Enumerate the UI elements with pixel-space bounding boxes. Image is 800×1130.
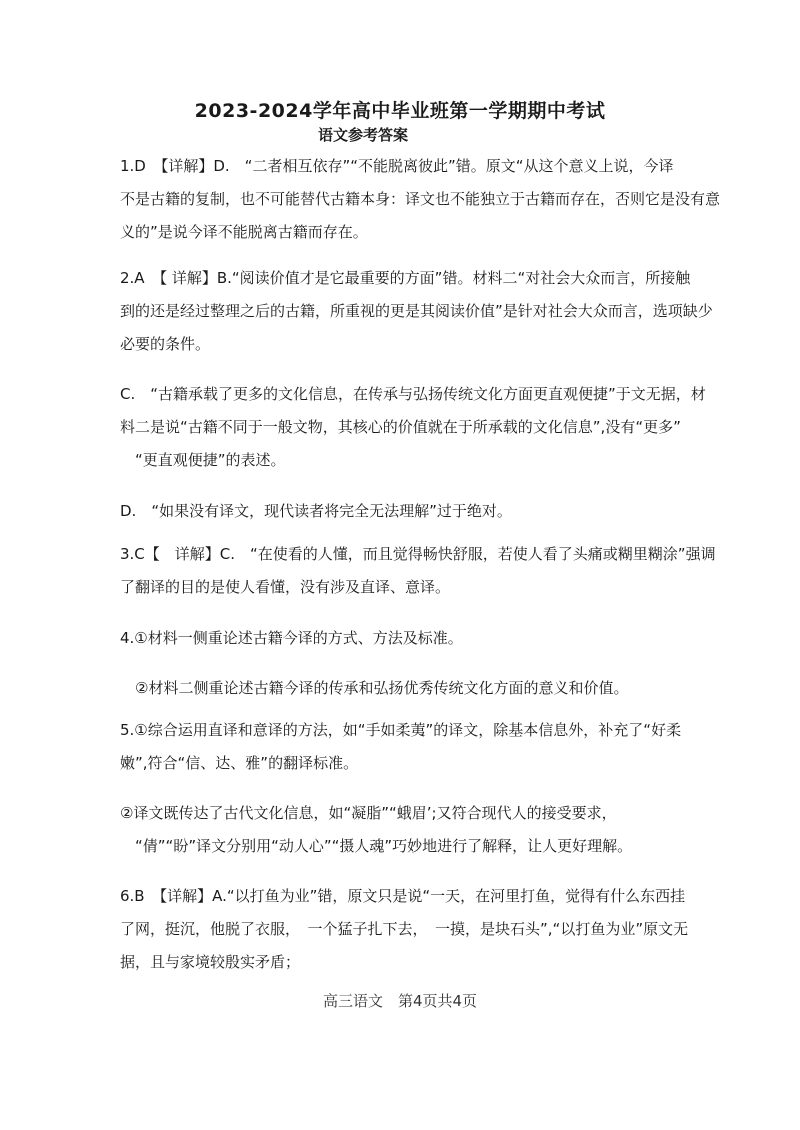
answer-line: D. “如果没有译文，现代读者将完全无法理解”过于绝对。 — [120, 502, 512, 520]
answer-line: 了翻译的目的是使人看懂，没有涉及直译、意译。 — [120, 578, 451, 596]
answer-line: C. “古籍承载了更多的文化信息，在传承与弘扬传统文化方面更直观便捷”于文无据，材 — [120, 385, 706, 403]
answer-line: ②译文既传达了古代文化信息，如“凝脂”“蛾眉’;又符合现代人的接受要求， — [120, 804, 617, 822]
answer-line: 6.B 【详解】A.“以打鱼为业”错，原文只是说“一天，在河里打鱼，觉得有什么东西挂 — [120, 887, 686, 905]
answer-line: 5.①综合运用直译和意译的方法，如“手如柔荑”的译文，除基本信息外，补充了“好柔 — [120, 721, 682, 739]
answer-line: 4.①材料一侧重论述古籍今译的方式、方法及标准。 — [120, 629, 463, 647]
answer-line: ②材料二侧重论述古籍今译的传承和弘扬优秀传统文化方面的意义和价值。 — [120, 679, 629, 697]
answer-line: 3.C【 详解】C. “在使看的人懂，而且觉得畅快舒服，若使人看了头痛或糊里糊涂”强调 — [120, 545, 716, 563]
answer-line: 到的还是经过整理之后的古籍，所重视的更是其阅读价值”是针对社会大众而言，选项缺少 — [120, 302, 713, 320]
answer-line: 了网，挺沉，他脱了衣服， 一个猛子扎下去， 一摸，是块石头”,“以打鱼为业”原文无 — [120, 920, 689, 938]
answer-q2-option-d — [120, 495, 690, 528]
answer-line: 1.D 【详解】D. “二者相互依存”“不能脱离彼此”错。原文“从这个意义上说，今译 — [120, 157, 674, 175]
answer-q4-part2 — [120, 672, 690, 705]
answer-line: 必要的条件。 — [120, 335, 211, 353]
answer-line: 不是古籍的复制，也不可能替代古籍本身：译文也不能独立于古籍而存在，否则它是没有意 — [120, 190, 721, 208]
answer-q5-part1 — [120, 714, 690, 780]
answer-line: “倩”“盼”译文分别用“动人心”“摄人魂”巧妙地进行了解释，让人更好理解。 — [120, 837, 633, 855]
answer-q2 — [120, 262, 713, 361]
page-title: 2023-2024学年高中毕业班第一学期期中考试 — [194, 100, 606, 122]
answer-q3 — [120, 538, 716, 604]
answer-q6 — [120, 880, 690, 979]
answer-q1 — [120, 150, 721, 249]
answer-line: 嫩”,符合“信、达、雅”的翻译标准。 — [120, 754, 359, 772]
answer-q2-option-c — [120, 378, 706, 477]
answer-line: 2.A 【 详解】B.“阅读价值才是它最重要的方面”错。材料二“对社会大众而言，所接触 — [120, 269, 691, 287]
page-footer: 高三语文 第4页共4页 — [322, 992, 478, 1010]
answer-q5-part2 — [120, 797, 690, 863]
answer-line: “更直观便捷”的表述。 — [120, 451, 286, 469]
answer-line: 料二是说“古籍不同于一般文物，其核心的价值就在于所承载的文化信息”,没有“更多” — [120, 418, 681, 436]
answer-line: 义的”是说今译不能脱离古籍而存在。 — [120, 223, 368, 241]
answer-q4-part1 — [120, 622, 690, 655]
answer-line: 据，且与家境较殷实矛盾； — [120, 953, 301, 971]
page-subtitle: 语文参考答案 — [318, 126, 409, 144]
